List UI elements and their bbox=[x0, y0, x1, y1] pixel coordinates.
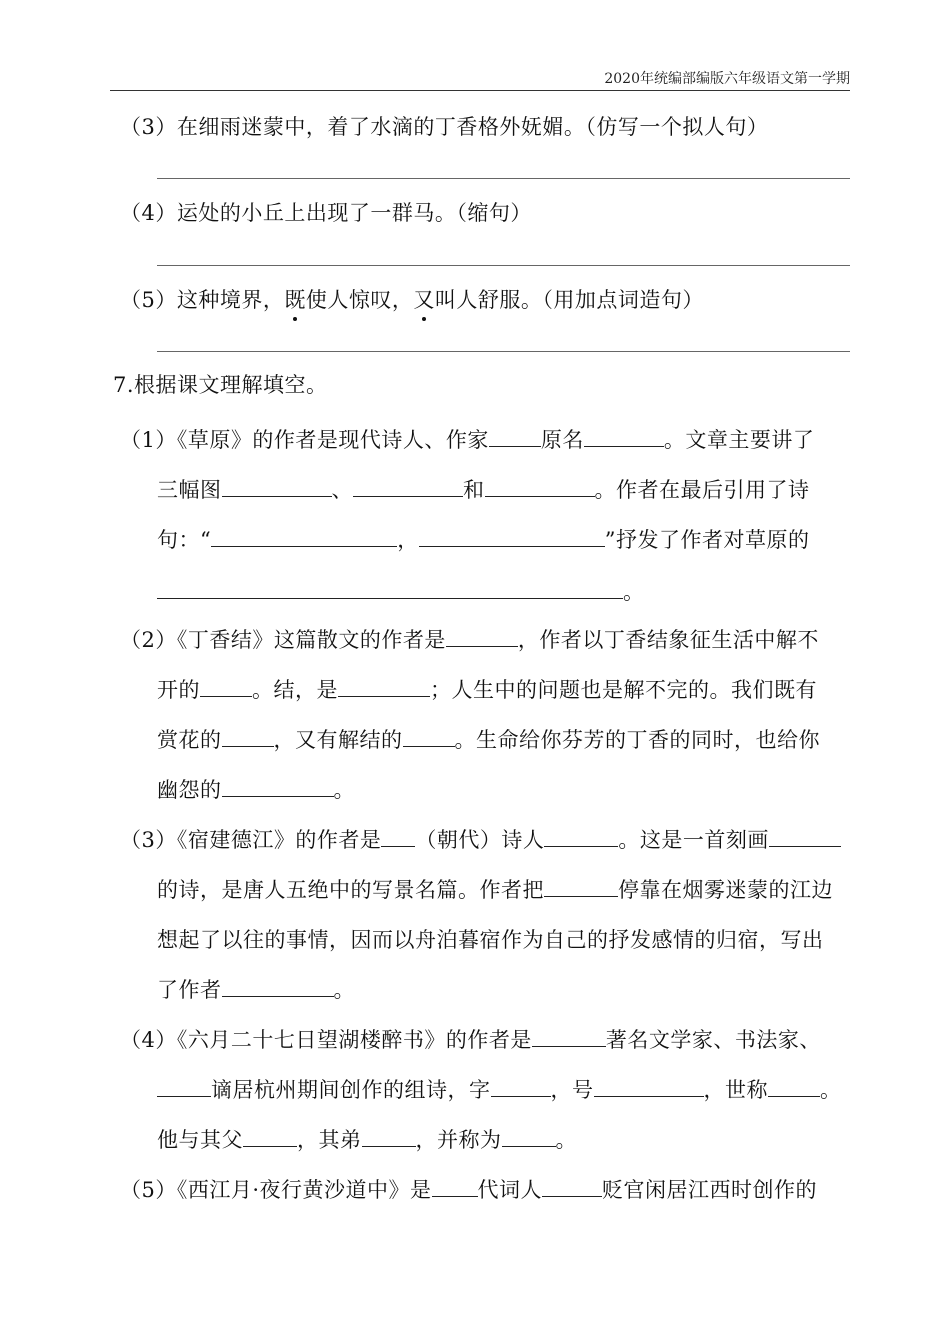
blank-dynasty-4[interactable] bbox=[532, 1026, 606, 1047]
item-4-text: 著名文学家、书法家、 bbox=[605, 1028, 821, 1052]
header-rule bbox=[110, 90, 850, 91]
blank-original-name[interactable] bbox=[584, 426, 664, 447]
item-3-line-1 bbox=[120, 825, 841, 855]
item-2-text: ，作者以丁香结象征生活中解不 bbox=[517, 628, 819, 652]
item-4-text: ，其弟 bbox=[297, 1128, 362, 1152]
section-7-heading: 7.根据课文理解填空。 bbox=[113, 373, 328, 397]
blank-knot[interactable] bbox=[200, 676, 252, 697]
item-5-text: 代词人 bbox=[477, 1178, 543, 1202]
item-1-text: 。文章主要讲了 bbox=[663, 428, 815, 452]
blank-poet-4[interactable] bbox=[157, 1076, 211, 1097]
item-4-line-2 bbox=[157, 1075, 842, 1105]
item-4-text: 。 bbox=[555, 1128, 577, 1152]
item-4-text: ，世称 bbox=[703, 1078, 768, 1102]
item-4-text: 。 bbox=[820, 1078, 842, 1102]
item-3-text: 。 bbox=[333, 978, 355, 1002]
blank-dynasty-5[interactable] bbox=[432, 1176, 478, 1197]
blank-depict[interactable] bbox=[769, 826, 841, 847]
item-1-line-4 bbox=[157, 577, 645, 607]
item-3-line-3: 想起了以往的事情，因而以舟泊暮宿作为自己的抒发感情的归宿，写出 bbox=[157, 928, 824, 952]
blank-author-2[interactable] bbox=[446, 626, 518, 647]
item-5-text: 贬官闲居江西时创作的 bbox=[602, 1178, 818, 1202]
dotted-word-ji: 既 bbox=[284, 288, 306, 312]
blank-scene-2[interactable] bbox=[353, 476, 463, 497]
item-4-text: 谪居杭州期间创作的组诗，字 bbox=[211, 1078, 491, 1102]
item-3-line-2 bbox=[157, 875, 833, 905]
blank-emotion[interactable] bbox=[222, 976, 334, 997]
blank-poet[interactable] bbox=[544, 826, 618, 847]
item-1-text: ， bbox=[397, 528, 419, 552]
item-3-text: （3）《宿建德江》的作者是 bbox=[120, 828, 382, 852]
item-1-line-1 bbox=[120, 425, 814, 455]
item-1-text: 原名 bbox=[540, 428, 584, 452]
page-header: 2020年统编部编版六年级语文第一学期 bbox=[604, 71, 850, 87]
blank-untie[interactable] bbox=[403, 726, 455, 747]
answer-line-5[interactable] bbox=[157, 351, 850, 352]
item-5-text: （5）《西江月·夜行黄沙道中》是 bbox=[120, 1178, 432, 1202]
item-2-line-3 bbox=[157, 725, 820, 755]
item-1-text: 。 bbox=[623, 580, 645, 604]
item-4-line-3 bbox=[157, 1125, 577, 1155]
item-2-text: 幽怨的 bbox=[157, 778, 222, 802]
item-2-text: 赏花的 bbox=[157, 728, 222, 752]
question-5-suffix: 叫人舒服。（用加点词造句） bbox=[434, 288, 704, 312]
item-2-text: 开的 bbox=[157, 678, 200, 702]
dotted-word-you: 又 bbox=[413, 288, 435, 312]
blank-author[interactable] bbox=[489, 426, 541, 447]
blank-resentment[interactable] bbox=[222, 776, 334, 797]
blank-feeling[interactable] bbox=[157, 578, 623, 599]
item-2-text: ；人生中的问题也是解不完的。我们既有 bbox=[430, 678, 817, 702]
question-5-prefix: （5）这种境界， bbox=[120, 288, 285, 312]
blank-collective-name[interactable] bbox=[502, 1126, 556, 1147]
blank-father[interactable] bbox=[243, 1126, 297, 1147]
item-3-text: （朝代）诗人 bbox=[415, 828, 545, 852]
item-3-line-4 bbox=[157, 975, 355, 1005]
item-1-text: 和 bbox=[463, 478, 485, 502]
item-4-text: 他与其父 bbox=[157, 1128, 243, 1152]
item-1-text: 三幅图 bbox=[157, 478, 222, 502]
blank-scene-1[interactable] bbox=[222, 476, 332, 497]
blank-flower[interactable] bbox=[222, 726, 274, 747]
item-4-text: （4）《六月二十七日望湖楼醉书》的作者是 bbox=[120, 1028, 532, 1052]
blank-art-name[interactable] bbox=[594, 1076, 704, 1097]
question-4-prompt: （4）运处的小丘上出现了一群马。（缩句） bbox=[120, 201, 532, 225]
item-3-text: 了作者 bbox=[157, 978, 222, 1002]
item-4-text: ，并称为 bbox=[415, 1128, 502, 1152]
item-2-text: （2）《丁香结》这篇散文的作者是 bbox=[120, 628, 446, 652]
item-1-line-3 bbox=[157, 525, 810, 555]
item-3-text: 。这是一首刻画 bbox=[618, 828, 769, 852]
item-3-text: 停靠在烟雾迷蒙的江边 bbox=[618, 878, 833, 902]
item-1-text: 。作者在最后引用了诗 bbox=[594, 478, 810, 502]
item-5-line-1 bbox=[120, 1175, 817, 1205]
blank-brother[interactable] bbox=[362, 1126, 416, 1147]
question-5-middle: 使人惊叹， bbox=[305, 288, 414, 312]
item-2-line-1 bbox=[120, 625, 819, 655]
question-5-prompt bbox=[120, 285, 704, 315]
item-4-line-1 bbox=[120, 1025, 821, 1055]
item-2-text: 。 bbox=[333, 778, 355, 802]
item-1-text: 、 bbox=[331, 478, 353, 502]
blank-poet-5[interactable] bbox=[542, 1176, 602, 1197]
blank-boat[interactable] bbox=[544, 876, 618, 897]
item-2-text: ，又有解结的 bbox=[273, 728, 403, 752]
item-1-text: 句：“ bbox=[157, 528, 212, 552]
item-3-text: 的诗，是唐人五绝中的写景名篇。作者把 bbox=[157, 878, 544, 902]
blank-dynasty[interactable] bbox=[381, 826, 415, 847]
blank-courtesy-name[interactable] bbox=[491, 1076, 551, 1097]
blank-verse-1[interactable] bbox=[211, 526, 397, 547]
item-2-text: 。结，是 bbox=[252, 678, 338, 702]
answer-line-4[interactable] bbox=[157, 265, 850, 266]
item-2-line-4 bbox=[157, 775, 355, 805]
item-1-line-2 bbox=[157, 475, 810, 505]
item-2-line-2 bbox=[157, 675, 817, 705]
blank-verse-2[interactable] bbox=[419, 526, 605, 547]
blank-scene-3[interactable] bbox=[485, 476, 595, 497]
answer-line-3[interactable] bbox=[157, 178, 850, 179]
blank-knot-meaning[interactable] bbox=[338, 676, 430, 697]
item-2-text: 。生命给你芬芳的丁香的同时，也给你 bbox=[454, 728, 820, 752]
item-1-text: ”抒发了作者对草原的 bbox=[604, 528, 810, 552]
blank-title[interactable] bbox=[768, 1076, 820, 1097]
item-1-text: （1）《草原》的作者是现代诗人、作家 bbox=[120, 428, 489, 452]
item-4-text: ，号 bbox=[550, 1078, 594, 1102]
question-3-prompt: （3）在细雨迷蒙中，着了水滴的丁香格外妩媚。（仿写一个拟人句） bbox=[120, 115, 769, 139]
